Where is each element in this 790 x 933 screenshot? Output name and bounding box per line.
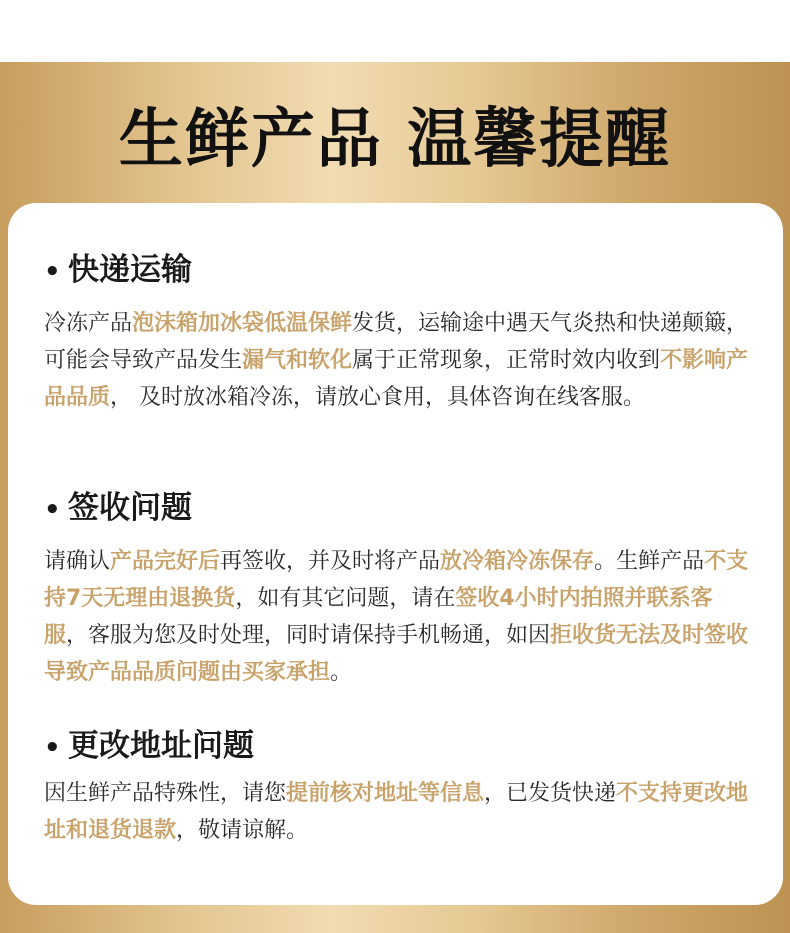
bullet-icon: • [44, 257, 61, 287]
highlight-segment: 放冷箱冷冻保存 [440, 549, 595, 574]
section-heading-text: 签收问题 [68, 490, 192, 526]
text-segment: 再签收，并及时将产品 [220, 549, 441, 574]
highlight-segment: 不影响产品品质 [44, 348, 749, 410]
highlight-segment: 漏气和软化 [242, 348, 353, 373]
highlight-segment: 不支持7天无理由退换货 [44, 549, 749, 611]
section-heading-text: 更改地址问题 [68, 728, 254, 764]
bullet-icon: • [44, 733, 61, 763]
text-segment: 请确认 [44, 549, 111, 574]
text-segment: ，如有其它问题，请在 [235, 586, 456, 611]
text-segment: 。 [330, 660, 353, 685]
text-segment: ， 及时放冰箱冷冻，请放心食用，具体咨询在线客服。 [110, 385, 646, 410]
text-segment: ，客服为您及时处理，同时请保持手机畅通，如因 [66, 623, 551, 648]
section-heading [44, 723, 254, 769]
highlight-segment: 签收4小时内拍照并联系客服 [44, 586, 713, 648]
notice-card [8, 203, 783, 905]
text-segment: 属于正常现象，正常时效内收到 [352, 348, 661, 373]
section-heading-text: 快递运输 [68, 252, 192, 288]
bullet-icon: • [44, 495, 61, 525]
section-paragraph [44, 775, 754, 849]
text-segment: ，敬请谅解。 [176, 818, 309, 843]
text-segment: 因生鲜产品特殊性，请您 [44, 781, 287, 806]
text-segment: ，已发货快递 [484, 781, 617, 806]
text-segment: 冷冻产品 [44, 311, 133, 336]
highlight-segment: 提前核对地址等信息 [286, 781, 485, 806]
section-heading [44, 485, 192, 531]
section-paragraph [44, 543, 754, 691]
highlight-segment: 产品完好后 [110, 549, 221, 574]
section-heading [44, 247, 192, 293]
text-segment: 发货，运输途中遇天气炎热和快递颠簸，可能会导致产品发生 [44, 311, 749, 373]
text-segment: 。生鲜产品 [594, 549, 705, 574]
highlight-segment: 拒收货无法及时签收导致产品品质问题由买家承担 [44, 623, 749, 685]
page-title: 生鲜产品 温馨提醒 [118, 103, 672, 177]
section-paragraph [44, 305, 754, 416]
highlight-segment: 泡沫箱加冰袋低温保鲜 [132, 311, 353, 336]
highlight-segment: 不支持更改地址和退货退款 [44, 781, 749, 843]
